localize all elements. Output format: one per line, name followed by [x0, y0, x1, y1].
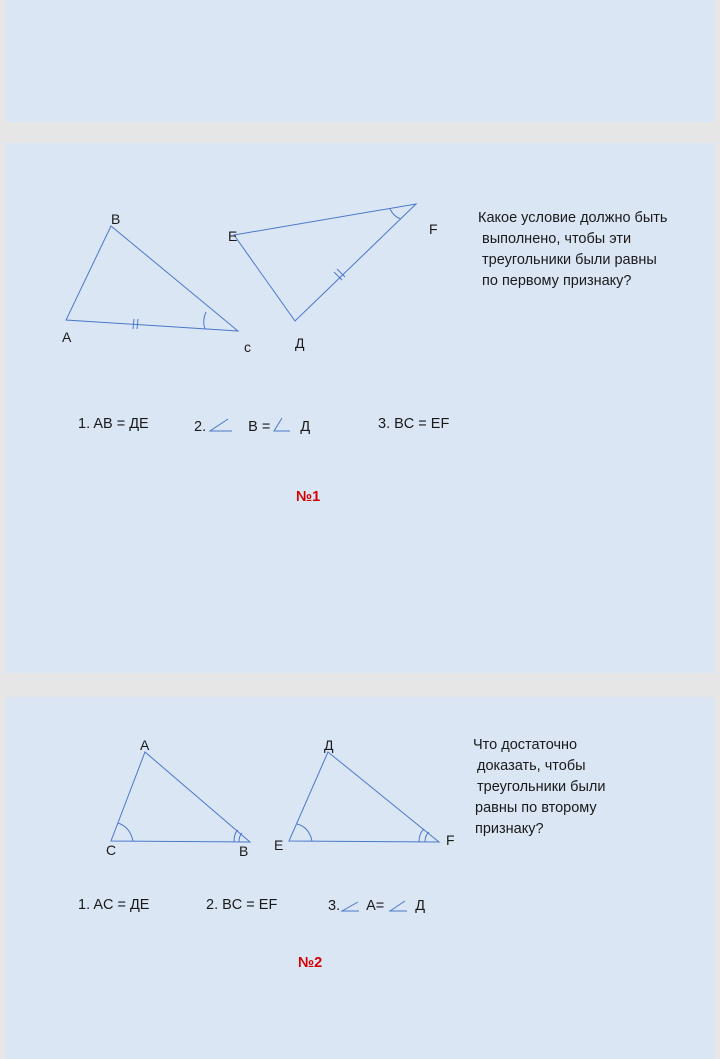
question-line: Какое условие должно быть	[478, 210, 668, 226]
angle-symbol-icon	[270, 417, 292, 433]
triangle-def	[289, 752, 439, 842]
top-slide	[6, 0, 714, 122]
option-2[interactable]: 2. BC = EF	[206, 897, 278, 913]
question-line: равны по второму	[475, 800, 597, 816]
option-2-mid: B =	[248, 419, 271, 435]
vertex-label-e: E	[274, 837, 284, 853]
angle-arc-f	[419, 829, 424, 842]
vertex-label-e: E	[228, 228, 238, 244]
option-3[interactable]	[328, 898, 425, 914]
triangles-figure-2	[6, 697, 714, 1059]
vertex-label-d: Д	[324, 737, 334, 753]
option-3[interactable]: 3. BC = EF	[378, 416, 450, 432]
slide-problem-1	[6, 143, 714, 673]
question-line: Что достаточно	[473, 737, 578, 753]
problem-number-2: №2	[298, 955, 323, 971]
option-3-prefix: 3.	[328, 898, 341, 914]
angle-symbol-icon	[340, 898, 360, 912]
angle-arc-c	[204, 312, 206, 329]
vertex-label-a: A	[140, 737, 150, 753]
question-line: признаку?	[475, 821, 544, 837]
question-line: доказать, чтобы	[477, 758, 586, 774]
slide-problem-2	[6, 697, 714, 1059]
angle-symbol-icon	[388, 898, 408, 912]
problem-number-1: №1	[296, 489, 321, 505]
question-line: выполнено, чтобы эти	[482, 231, 632, 247]
triangle-abc	[66, 226, 238, 331]
question-line: треугольники были равны	[482, 252, 657, 268]
option-1[interactable]: 1. AC = ДE	[78, 897, 150, 913]
angle-arc-f	[390, 209, 401, 219]
tick-mark	[137, 319, 138, 329]
angle-arc-c	[118, 823, 133, 841]
angle-arc-e	[297, 824, 312, 841]
vertex-label-b: B	[111, 211, 121, 227]
option-2-end: Д	[300, 419, 311, 435]
vertex-label-b: B	[239, 843, 249, 859]
vertex-label-f: F	[446, 832, 455, 848]
tick-mark	[133, 319, 134, 329]
triangle-efd	[234, 204, 416, 321]
question-line: треугольники были	[477, 779, 606, 795]
vertex-label-c: C	[106, 842, 117, 858]
option-2[interactable]	[194, 417, 310, 435]
vertex-label-a: A	[62, 329, 72, 345]
vertex-label-f: F	[429, 221, 438, 237]
option-3-end: Д	[415, 898, 426, 914]
vertex-label-c: c	[244, 339, 251, 355]
option-3-mid: A=	[366, 898, 385, 914]
vertex-label-d: Д	[295, 335, 305, 351]
angle-symbol-icon	[206, 417, 232, 433]
question-line: по первому признаку?	[482, 273, 632, 289]
question-text-2	[473, 735, 605, 840]
option-1[interactable]: 1. AB = ДE	[78, 416, 149, 432]
option-2-prefix: 2.	[194, 419, 207, 435]
triangle-acb	[111, 752, 250, 842]
question-text-1	[478, 208, 667, 292]
